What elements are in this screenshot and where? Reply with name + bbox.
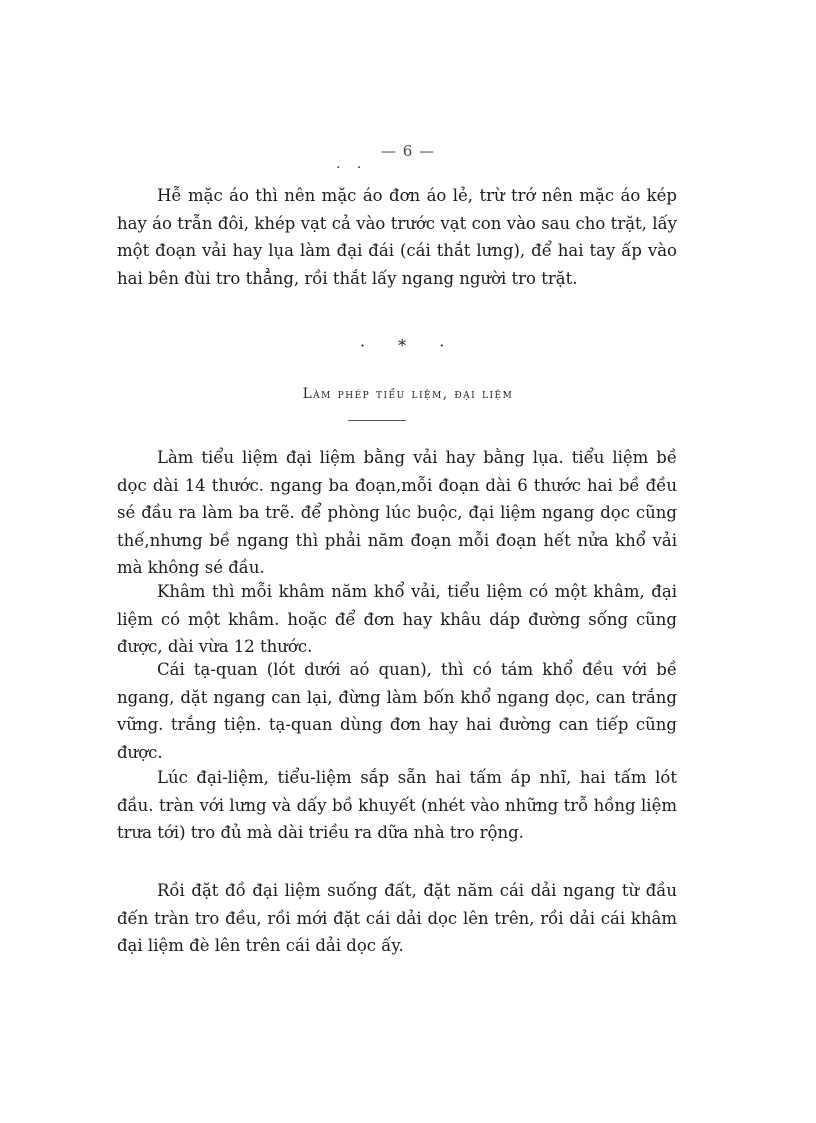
section-heading: Làm phép tiểu liệm, đại liệm: [302, 386, 514, 402]
decorative-dots: · ·: [336, 160, 368, 176]
section-paragraph: Cái tạ-quan (lót dưới aó quan), thì có tám khổ đều với bề ngang, dặt ngang can lại, đừng làm bốn khổ ngang dọc, can trắng vững. trắng tiện. tạ-quan dùng đơn hay hai đường can tiếp cũng được.: [117, 660, 677, 762]
section-paragraph: Làm tiểu liệm đại liệm bằng vải hay bằng lụa. tiểu liệm bề dọc dài 14 thước. ngang ba đoạn,mỗi đoạn dài 6 thước hai bề đều sé đầu ra làm ba trẽ. để phòng lúc buộc, đại liệm ngang dọc cũng thế,nhưng bề ngang thì phải năm đoạn mỗi đoạn hết nửa khổ vải mà không sé đầu.: [117, 448, 677, 577]
heading-rule: [348, 420, 406, 421]
page-number: — 6 —: [380, 142, 436, 160]
section-paragraph: Khâm thì mỗi khâm năm khổ vải, tiểu liệm có một khâm, đại liệm có một khâm. hoặc để đơn hay khâu dáp đường sống cũng được, dài vừa 12 thước.: [117, 582, 677, 656]
paragraph-intro: Hễ mặc áo thì nên mặc áo đơn áo lẻ, trừ trớ nên mặc áo kép hay áo trẫn đôi, khép vạt cả vào trước vạt con vào sau cho trặt, lấy một đoạn vải hay lụa làm đại đái (cái thắt lưng), để hai tay ấp vào hai bên đùi tro thẳng, rồi thắt lấy ngang người tro trặt.: [117, 186, 677, 288]
section-paragraph: Rồi đặt đồ đại liệm suống đất, đặt năm cái dải ngang từ đầu đến tràn tro đều, rồi mới đặt cái dải dọc lên trên, rồi dải cái khâm đại liệm đè lên trên cái dải dọc ấy.: [117, 881, 677, 955]
section-separator: · * ·: [360, 336, 459, 355]
section-paragraph: Lúc đại-liệm, tiểu-liệm sắp sẵn hai tấm áp nhĩ, hai tấm lót đầu. tràn với lưng và dấy bồ khuyết (nhét vào những trỗ hồng liệm trưa tới) tro đủ mà dài triều ra dữa nhà tro rộng.: [117, 768, 677, 842]
